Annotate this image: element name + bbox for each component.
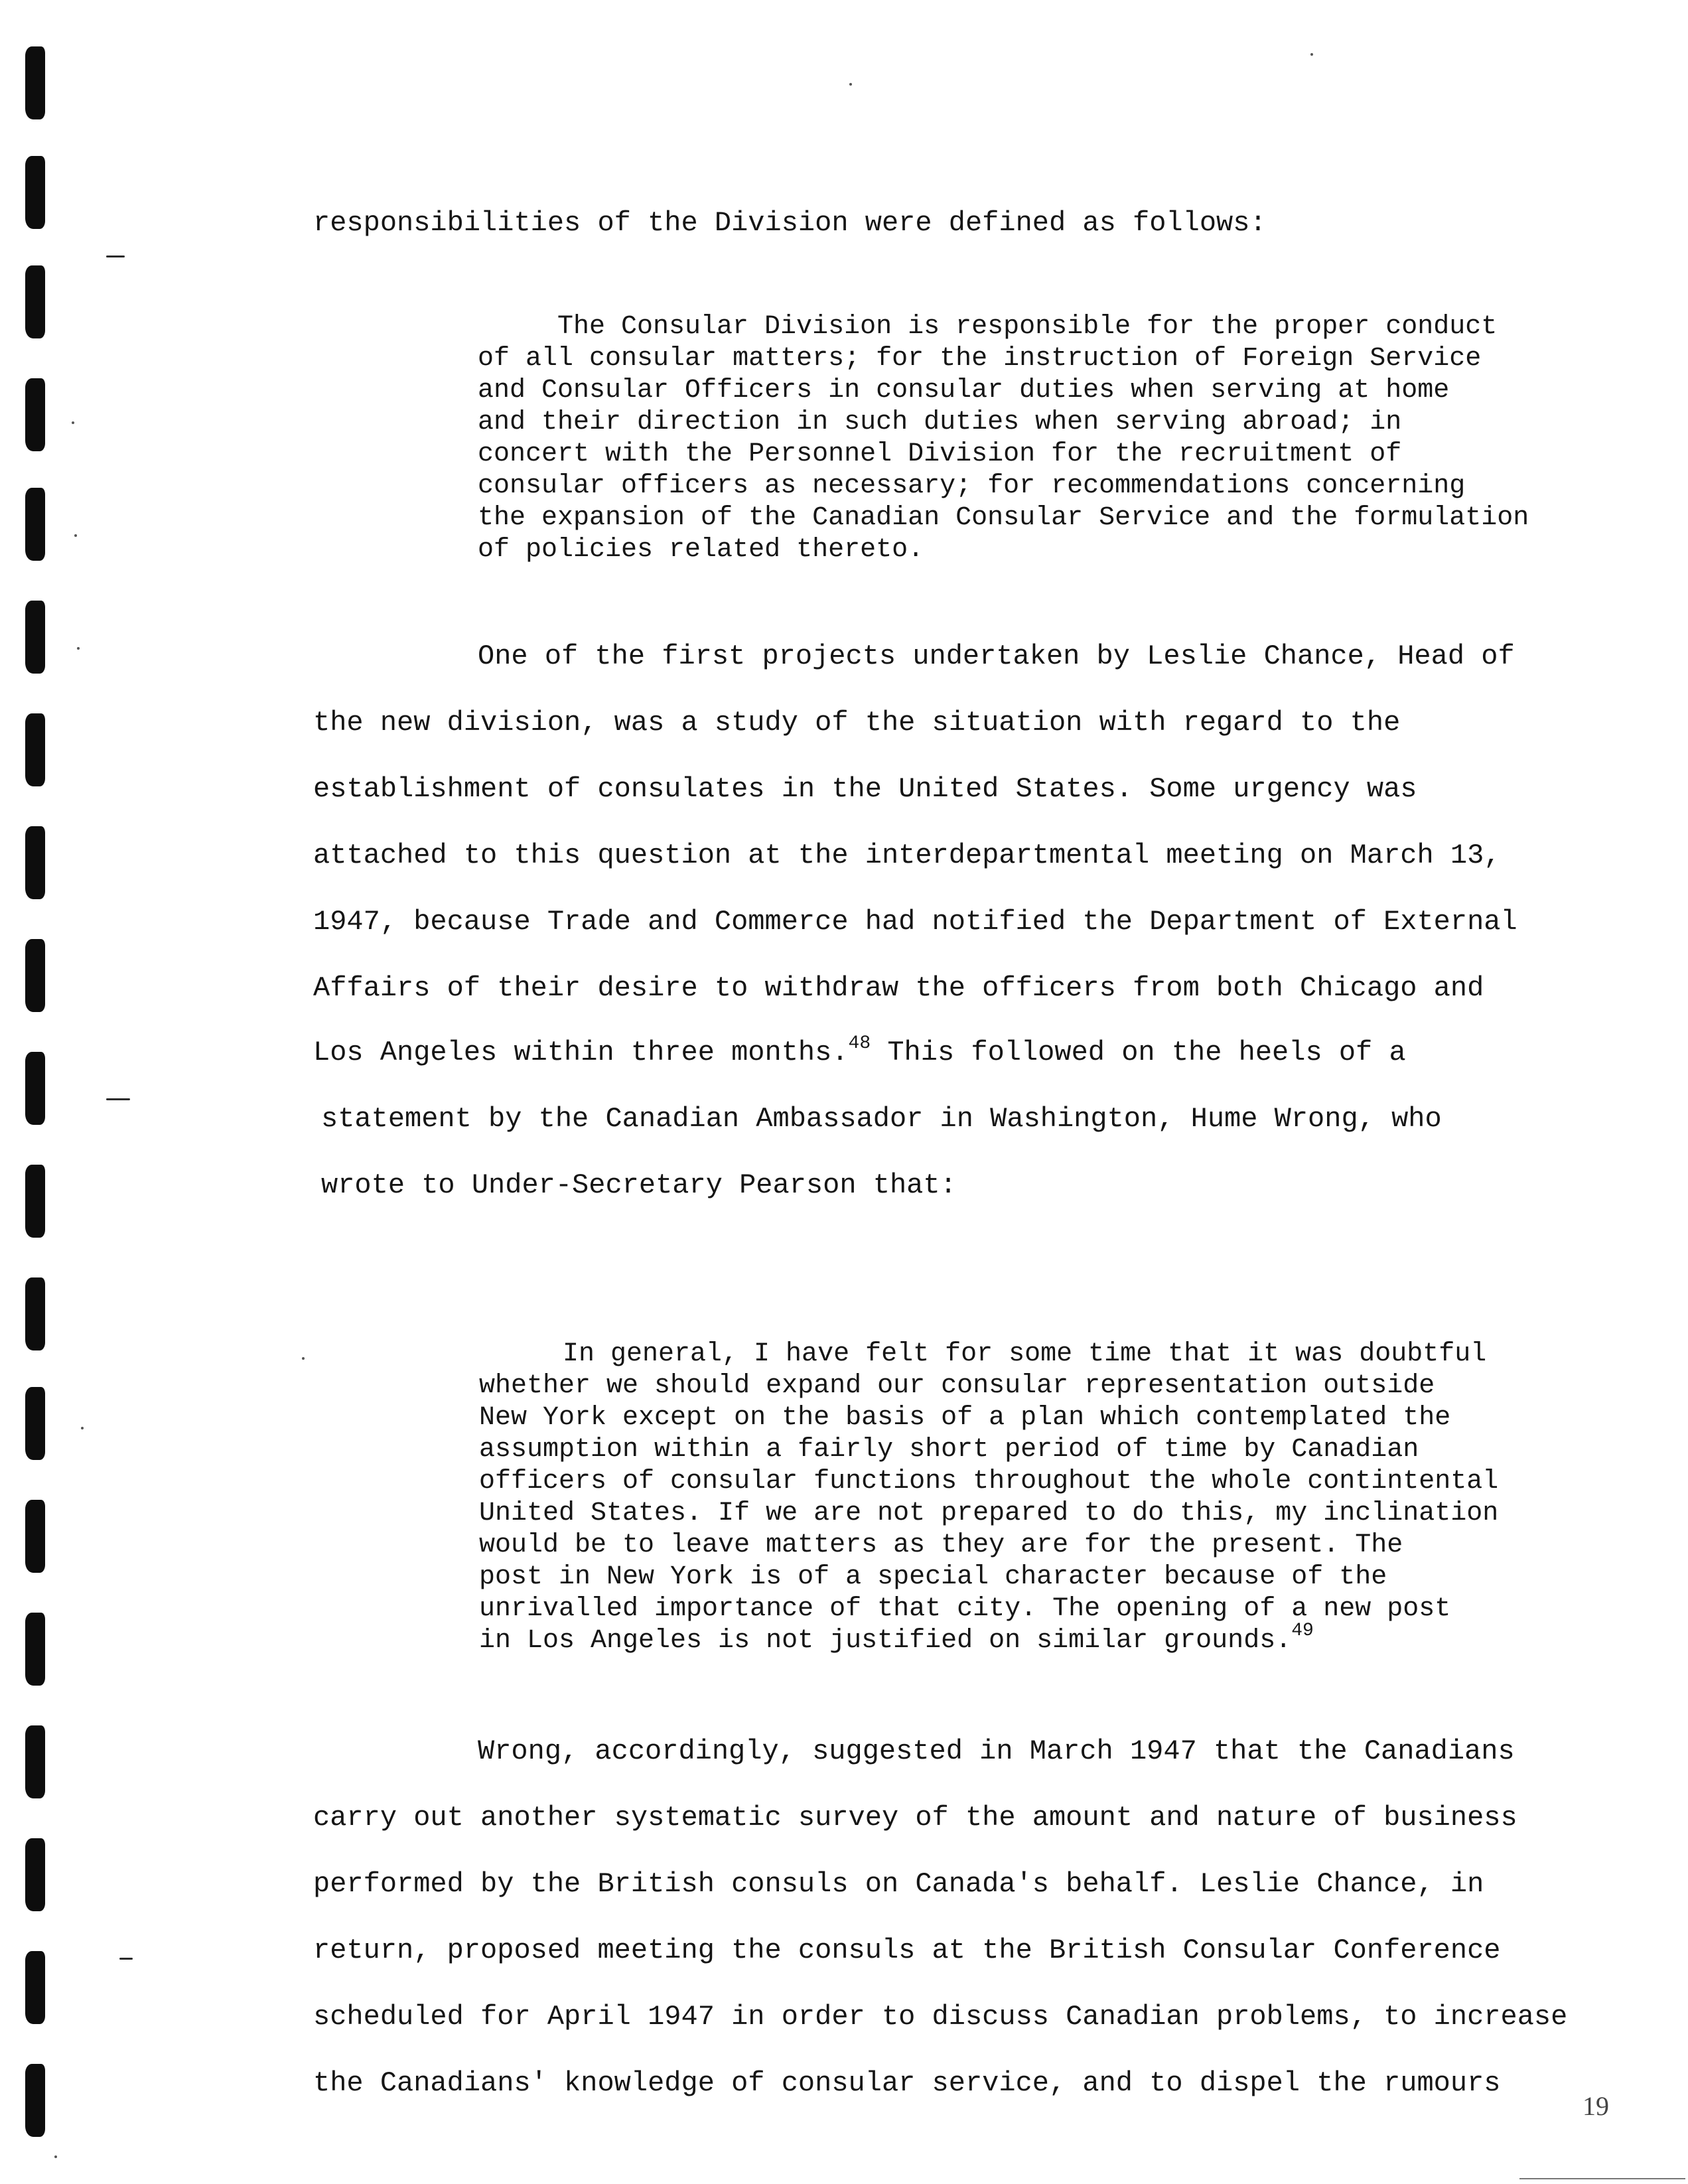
margin-dash <box>119 1958 133 1960</box>
binder-hole-mark <box>25 939 45 1012</box>
margin-speck <box>54 2155 57 2158</box>
paragraph-line: wrote to Under-Secretary Pearson that: <box>321 1169 957 1201</box>
quote-line: unrivalled importance of that city. The opening of a new post <box>479 1594 1451 1624</box>
quote-line: assumption within a fairly short period of time by Canadian <box>479 1435 1419 1465</box>
quote-line-with-footnote <box>479 1621 1314 1656</box>
quote-line: of policies related thereto. <box>478 535 924 565</box>
paragraph-line-text: This followed on the heels of a <box>871 1037 1406 1068</box>
binder-hole-mark <box>25 1838 45 1911</box>
paragraph-line: Wrong, accordingly, suggested in March 1947 that the Canadians <box>478 1735 1515 1767</box>
paragraph-line: statement by the Canadian Ambassador in Washington, Hume Wrong, who <box>321 1103 1442 1135</box>
binder-hole-mark <box>25 713 45 786</box>
paragraph-line: Affairs of their desire to withdraw the officers from both Chicago and <box>313 972 1484 1004</box>
binder-hole-mark <box>25 601 45 674</box>
margin-speck <box>1310 53 1313 56</box>
binder-hole-mark <box>25 1277 45 1350</box>
binder-hole-mark <box>25 46 45 119</box>
paragraph-line: return, proposed meeting the consuls at the British Consular Conference <box>313 1934 1501 1966</box>
paragraph-line-with-footnote <box>313 1033 1406 1068</box>
footer-rule <box>1519 2178 1685 2179</box>
binder-hole-mark <box>25 1052 45 1125</box>
paragraph-line: attached to this question at the interdepartmental meeting on March 13, <box>313 839 1501 871</box>
footnote-ref-48: 48 <box>848 1033 871 1054</box>
paragraph-line: One of the first projects undertaken by Leslie Chance, Head of <box>478 640 1515 672</box>
binder-hole-mark <box>25 1387 45 1460</box>
binder-hole-mark <box>25 488 45 561</box>
quote-line: post in New York is of a special character because of the <box>479 1562 1387 1592</box>
paragraph-line: the new division, was a study of the situation with regard to the <box>313 707 1401 739</box>
margin-dash <box>106 1098 130 1100</box>
quote-line-text: in Los Angeles is not justified on similar grounds. <box>479 1626 1292 1656</box>
quote-line: whether we should expand our consular representation outside <box>479 1371 1435 1401</box>
paragraph-line: scheduled for April 1947 in order to discuss Canadian problems, to increase <box>313 2001 1568 2033</box>
margin-speck <box>302 1357 305 1360</box>
quote-line: In general, I have felt for some time that it was doubtful <box>563 1339 1487 1369</box>
quote-line: would be to leave matters as they are for the present. The <box>479 1530 1403 1560</box>
paragraph-line: carry out another systematic survey of the amount and nature of business <box>313 1802 1517 1834</box>
binder-hole-mark <box>25 1951 45 2024</box>
margin-dash <box>106 255 125 257</box>
binder-hole-mark <box>25 265 45 338</box>
margin-speck <box>81 1427 84 1429</box>
margin-speck <box>74 534 77 537</box>
margin-speck <box>72 421 74 424</box>
binder-hole-mark <box>25 1613 45 1686</box>
quote-line: and their direction in such duties when serving abroad; in <box>478 407 1402 437</box>
binder-hole-mark <box>25 1725 45 1798</box>
quote-line: of all consular matters; for the instruction of Foreign Service <box>478 344 1482 374</box>
quote-line: and Consular Officers in consular duties when serving at home <box>478 376 1450 405</box>
binder-hole-mark <box>25 1500 45 1573</box>
paragraph-line-text: Los Angeles within three months. <box>313 1037 849 1068</box>
footnote-ref-49: 49 <box>1291 1621 1314 1641</box>
binder-hole-mark <box>25 2064 45 2137</box>
page-number: 19 <box>1582 2091 1609 2121</box>
paragraph-line: establishment of consulates in the United States. Some urgency was <box>313 773 1417 805</box>
paragraph-line: performed by the British consuls on Canada's behalf. Leslie Chance, in <box>313 1868 1484 1900</box>
quote-line: New York except on the basis of a plan which contemplated the <box>479 1403 1451 1433</box>
quote-line: concert with the Personnel Division for the recruitment of <box>478 439 1402 469</box>
quote-line: the expansion of the Canadian Consular Service and the formulation <box>478 503 1529 533</box>
margin-speck <box>77 647 80 650</box>
binder-hole-mark <box>25 378 45 451</box>
paragraph-line: the Canadians' knowledge of consular service, and to dispel the rumours <box>313 2067 1501 2099</box>
binder-hole-mark <box>25 826 45 899</box>
opening-line: responsibilities of the Division were defined as follows: <box>313 207 1267 239</box>
quote-line: officers of consular functions throughout the whole contintental <box>479 1467 1499 1496</box>
binder-hole-mark <box>25 1165 45 1238</box>
margin-speck <box>849 83 852 86</box>
quote-line: consular officers as necessary; for recommendations concerning <box>478 471 1466 501</box>
quote-line: United States. If we are not prepared to do this, my inclination <box>479 1498 1499 1528</box>
quote-line: The Consular Division is responsible for the proper conduct <box>557 312 1498 342</box>
binder-hole-mark <box>25 156 45 229</box>
paragraph-line: 1947, because Trade and Commerce had notified the Department of External <box>313 906 1517 938</box>
